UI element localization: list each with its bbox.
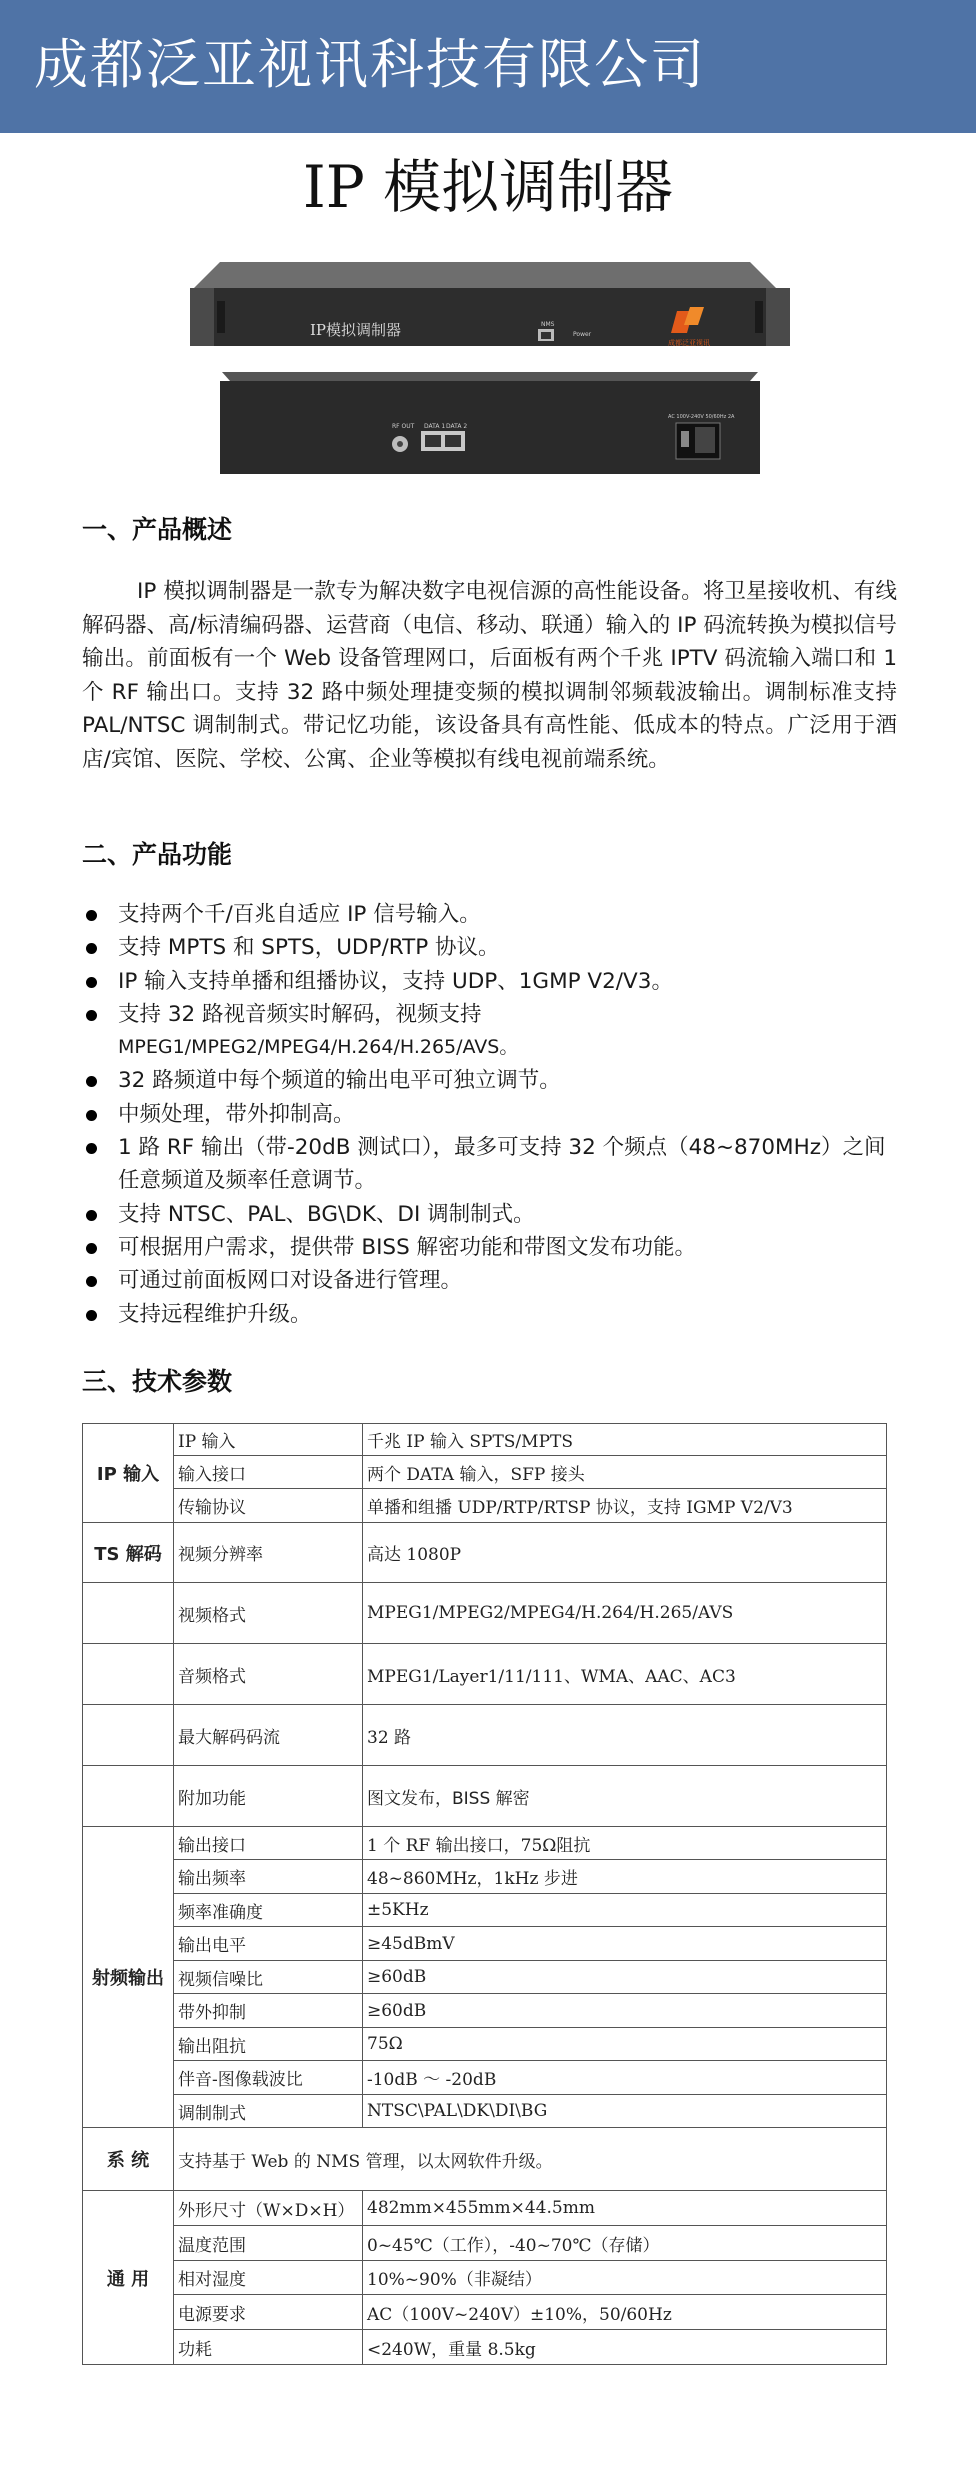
nms-label: NMS <box>541 321 555 328</box>
group-ts-decode: TS 解码 <box>83 1523 174 1583</box>
spec-row <box>83 1827 887 1860</box>
spec-name: 频率准确度 <box>174 1894 363 1927</box>
company-name: 成都泛亚视讯科技有限公司 <box>34 33 706 96</box>
spec-value: 图文发布，BISS 解密 <box>363 1766 887 1827</box>
spec-name: 电源要求 <box>174 2295 363 2330</box>
feature-text: 支持 NTSC、PAL、BG\DK、DI 调制制式。 <box>118 1201 535 1227</box>
spec-name: 输出接口 <box>174 1827 363 1860</box>
spec-row <box>83 1424 887 1456</box>
feature-list <box>82 898 902 1331</box>
front-handle-right <box>755 301 763 333</box>
group-system: 系 统 <box>83 2128 174 2191</box>
bullet-icon <box>86 977 97 988</box>
spec-value: -10dB ～ -20dB <box>363 2061 887 2095</box>
spec-value: 482mm×455mm×44.5mm <box>363 2191 887 2226</box>
feature-text: 支持两个千/百兆自适应 IP 信号输入。 <box>118 902 481 927</box>
feature-text: IP 输入支持单播和组播协议，支持 UDP、1GMP V2/V3。 <box>118 968 673 994</box>
spec-row <box>83 2261 887 2295</box>
spec-row <box>83 2191 887 2226</box>
feature-item <box>82 931 902 964</box>
feature-text: 可根据用户需求，提供带 BISS 解密功能和带图文发布功能。 <box>118 1234 697 1260</box>
overview-text: IP 模拟调制器是一款专为解决数字电视信源的高性能设备。将卫星接收机、有线解码器、高/标清编码器、运营商（电信、移动、联通）输入的 IP 码流转换为模拟信号输出。前面板有一个 Web 设备管理网口，后面板有两个千兆 IPTV 码流输入端口和 1 个 RF 输出口。支持 32 路中频处理捷变频的模拟调制邻频载波输出。调制标准支持 PAL/NTSC 调制制式。带记忆功能，该设备具有高性能、低成本的特点。广泛用于酒店/宾馆、医院、学校、公寓、企业等模拟有线电视前端系统。 <box>82 579 897 772</box>
spec-value: NTSC\PAL\DK\DI\BG <box>363 2095 887 2128</box>
spec-row <box>83 1489 887 1523</box>
bullet-icon <box>86 1076 97 1087</box>
spec-value: 两个 DATA 输入，SFP 接头 <box>363 1456 887 1489</box>
feature-item <box>82 1064 902 1097</box>
spec-value: 32 路 <box>363 1705 887 1766</box>
overview-title: 一、产品概述 <box>82 515 233 544</box>
spec-name: 传输协议 <box>174 1489 363 1523</box>
bullet-icon <box>86 1143 97 1154</box>
spec-row <box>83 1927 887 1961</box>
feature-item <box>82 1231 902 1264</box>
spec-name: 输出阻抗 <box>174 2028 363 2061</box>
bullet-icon <box>86 943 97 954</box>
spec-row <box>83 1860 887 1894</box>
spec-value: ≥60dB <box>363 1994 887 2028</box>
feature-item <box>82 898 902 931</box>
feature-item <box>82 1298 902 1331</box>
group-ip-input: IP 输入 <box>83 1424 174 1523</box>
feature-item <box>82 1198 902 1231</box>
spec-row <box>83 1961 887 1994</box>
spec-name: 输出频率 <box>174 1860 363 1894</box>
bullet-icon <box>86 1110 97 1121</box>
spec-row <box>83 2295 887 2330</box>
spec-value: 48~860MHz，1kHz 步进 <box>363 1860 887 1894</box>
data1-label: DATA 1 <box>424 423 446 430</box>
spec-group-empty <box>83 1705 174 1766</box>
feature-item <box>82 1098 902 1131</box>
spec-name: 视频信噪比 <box>174 1961 363 1994</box>
spec-table <box>82 1423 887 2365</box>
spec-value: ±5KHz <box>363 1894 887 1927</box>
spec-row <box>83 2128 887 2191</box>
spec-value: MPEG1/Layer1/11/111、WMA、AAC、AC3 <box>363 1644 887 1705</box>
features-title: 二、产品功能 <box>82 840 233 869</box>
feature-text: 可通过前面板网口对设备进行管理。 <box>118 1268 463 1294</box>
spec-value: AC（100V~240V）±10%，50/60Hz <box>363 2295 887 2330</box>
feature-item <box>82 1264 902 1297</box>
spec-row <box>83 1705 887 1766</box>
power-input-label: AC 100V-240V 50/60Hz 2A <box>668 414 735 420</box>
spec-value: 高达 1080P <box>363 1523 887 1583</box>
spec-row <box>83 2028 887 2061</box>
page-title: IP 模拟调制器 <box>302 153 674 221</box>
spec-value: 10%~90%（非凝结） <box>363 2261 887 2295</box>
feature-text: 支持 MPTS 和 SPTS，UDP/RTP 协议。 <box>118 935 500 961</box>
bullet-icon <box>86 1210 97 1221</box>
rf-label: RF OUT <box>392 423 415 430</box>
feature-text: 32 路频道中每个频道的输出电平可独立调节。 <box>118 1068 561 1094</box>
feature-subtext: MPEG1/MPEG2/MPEG4/H.264/H.265/AVS。 <box>118 1036 519 1059</box>
spec-name: 调制制式 <box>174 2095 363 2128</box>
bullet-icon <box>86 1310 97 1321</box>
system-text: 支持基于 Web 的 NMS 管理，以太网软件升级。 <box>174 2128 887 2191</box>
spec-row <box>83 2330 887 2365</box>
feature-text: 中频处理，带外抑制高。 <box>118 1101 355 1127</box>
bullet-icon <box>86 1010 97 1021</box>
spec-group-empty <box>83 1583 174 1644</box>
spec-group-empty <box>83 1644 174 1705</box>
spec-value: ≥60dB <box>363 1961 887 1994</box>
spec-value: 千兆 IP 输入 SPTS/MPTS <box>363 1424 887 1456</box>
spec-row <box>83 1456 887 1489</box>
feature-text: 1 路 RF 输出（带-20dB 测试口），最多可支持 32 个频点（48~870MHz）之间任意频道及频率任意调节。 <box>118 1135 886 1194</box>
spec-value: 单播和组播 UDP/RTP/RTSP 协议，支持 IGMP V2/V3 <box>363 1489 887 1523</box>
spec-name: 外形尺寸（W×D×H） <box>174 2191 363 2226</box>
spec-row <box>83 2226 887 2261</box>
feature-text: 支持远程维护升级。 <box>118 1301 312 1327</box>
group-general: 通 用 <box>83 2191 174 2365</box>
spec-group-empty <box>83 1766 174 1827</box>
spec-row <box>83 1583 887 1644</box>
spec-value: ≥45dBmV <box>363 1927 887 1961</box>
bullet-icon <box>86 1276 97 1287</box>
feature-text: 支持 32 路视音频实时解码，视频支持 <box>118 1001 482 1027</box>
bullet-icon <box>86 1243 97 1254</box>
feature-item <box>82 998 902 1065</box>
feature-item <box>82 965 902 998</box>
spec-value: 0~45℃（工作），-40~70℃（存储） <box>363 2226 887 2261</box>
spec-row <box>83 1994 887 2028</box>
header-banner <box>0 0 976 133</box>
spec-name: 伴音-图像载波比 <box>174 2061 363 2095</box>
device-image <box>190 255 790 480</box>
front-handle-left <box>217 301 225 333</box>
spec-name: 相对湿度 <box>174 2261 363 2295</box>
spec-row <box>83 1766 887 1827</box>
spec-row <box>83 1644 887 1705</box>
data2-label: DATA 2 <box>446 423 468 430</box>
spec-name: 音频格式 <box>174 1644 363 1705</box>
front-label: IP模拟调制器 <box>310 321 402 339</box>
spec-value: 75Ω <box>363 2028 887 2061</box>
spec-row <box>83 1894 887 1927</box>
spec-name: 视频格式 <box>174 1583 363 1644</box>
spec-value: <240W，重量 8.5kg <box>363 2330 887 2365</box>
spec-name: 输出电平 <box>174 1927 363 1961</box>
group-rf-output: 射频输出 <box>83 1827 174 2128</box>
spec-row <box>83 1523 887 1583</box>
spec-row <box>83 2095 887 2128</box>
device-illustration <box>190 255 790 480</box>
feature-item <box>82 1131 902 1198</box>
spec-name: 最大解码码流 <box>174 1705 363 1766</box>
spec-value: 1 个 RF 输出接口，75Ω阻抗 <box>363 1827 887 1860</box>
spec-name: 温度范围 <box>174 2226 363 2261</box>
spec-name: 带外抑制 <box>174 1994 363 2028</box>
specs-title: 三、技术参数 <box>82 1367 233 1396</box>
spec-name: 输入接口 <box>174 1456 363 1489</box>
power-label: Power <box>573 331 592 338</box>
bullet-icon <box>86 910 97 921</box>
spec-value: MPEG1/MPEG2/MPEG4/H.264/H.265/AVS <box>363 1583 887 1644</box>
spec-name: 附加功能 <box>174 1766 363 1827</box>
spec-name: IP 输入 <box>174 1424 363 1456</box>
spec-row <box>83 2061 887 2095</box>
brand-text: 成都泛亚视讯 <box>668 339 710 347</box>
spec-name: 视频分辨率 <box>174 1523 363 1583</box>
spec-name: 功耗 <box>174 2330 363 2365</box>
